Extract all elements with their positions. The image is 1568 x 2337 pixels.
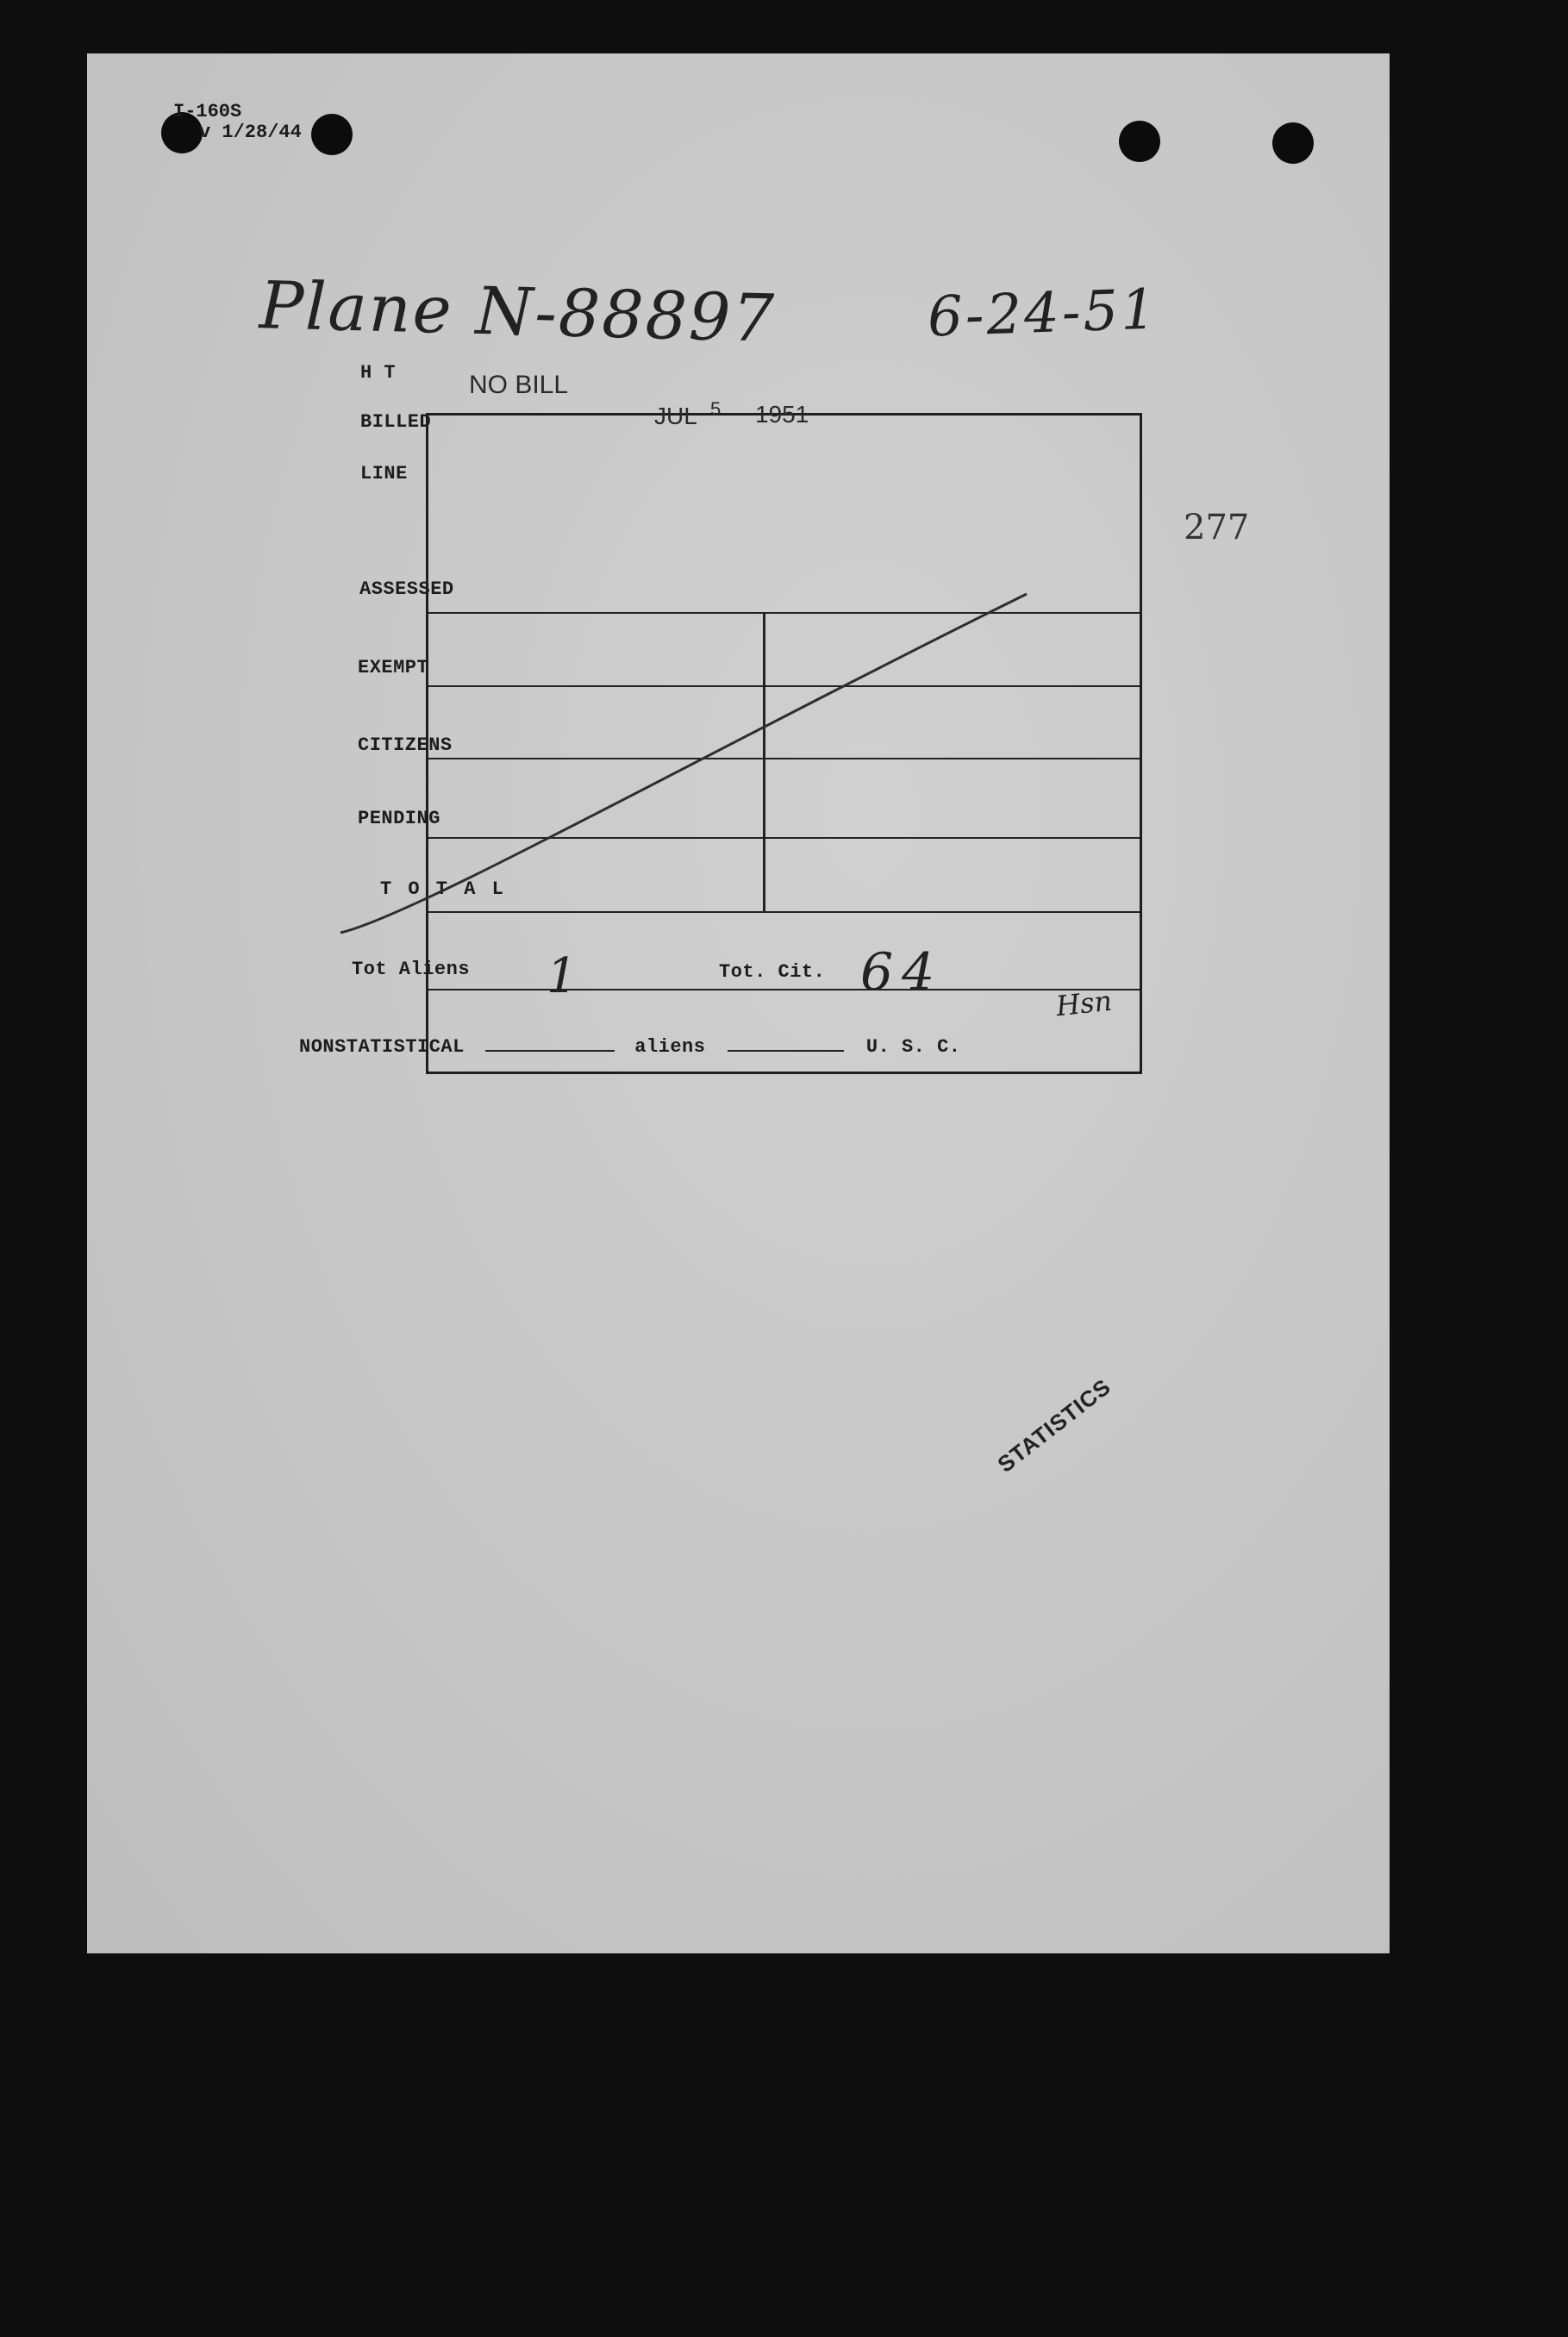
statistics-stamp: STATISTICS — [992, 1373, 1116, 1478]
tot-aliens-value: 1 — [547, 948, 578, 1004]
date-stamp-month: JUL — [654, 403, 697, 429]
cancellation-stroke — [340, 594, 1027, 933]
date-stamp-year: 1951 — [755, 401, 809, 428]
label-tot-cit: Tot. Cit. — [719, 961, 826, 983]
cancellation-line — [87, 53, 1390, 1953]
label-aliens: aliens — [634, 1036, 706, 1058]
label-tot-aliens: Tot Aliens — [352, 959, 471, 980]
label-exempt: EXEMPT — [358, 657, 429, 678]
tot-cit-value: 64 — [860, 942, 944, 1003]
label-citizens: CITIZENS — [358, 734, 453, 756]
label-billed: BILLED — [360, 411, 432, 433]
label-total: T O T A L — [380, 878, 506, 900]
document-page — [87, 53, 1390, 1953]
label-pending: PENDING — [358, 808, 440, 829]
label-ht: H T — [360, 362, 397, 384]
arrival-date: 6-24-51 — [926, 278, 1160, 350]
label-nonstatistical: NONSTATISTICAL — [299, 1036, 465, 1058]
no-bill-stamp: NO BILL — [469, 371, 569, 399]
form-revision: v 1/28/44 — [199, 122, 302, 143]
form-number: I-160S — [173, 101, 242, 122]
date-stamp-day: 5 — [710, 398, 722, 420]
label-usc: U. S. C. — [865, 1036, 961, 1058]
initials: Hsn — [1054, 984, 1114, 1023]
margin-number: 277 — [1184, 508, 1250, 547]
label-assessed: ASSESSED — [359, 578, 454, 600]
plane-number: Plane N-88897 — [258, 266, 777, 357]
label-line: LINE — [360, 463, 408, 484]
